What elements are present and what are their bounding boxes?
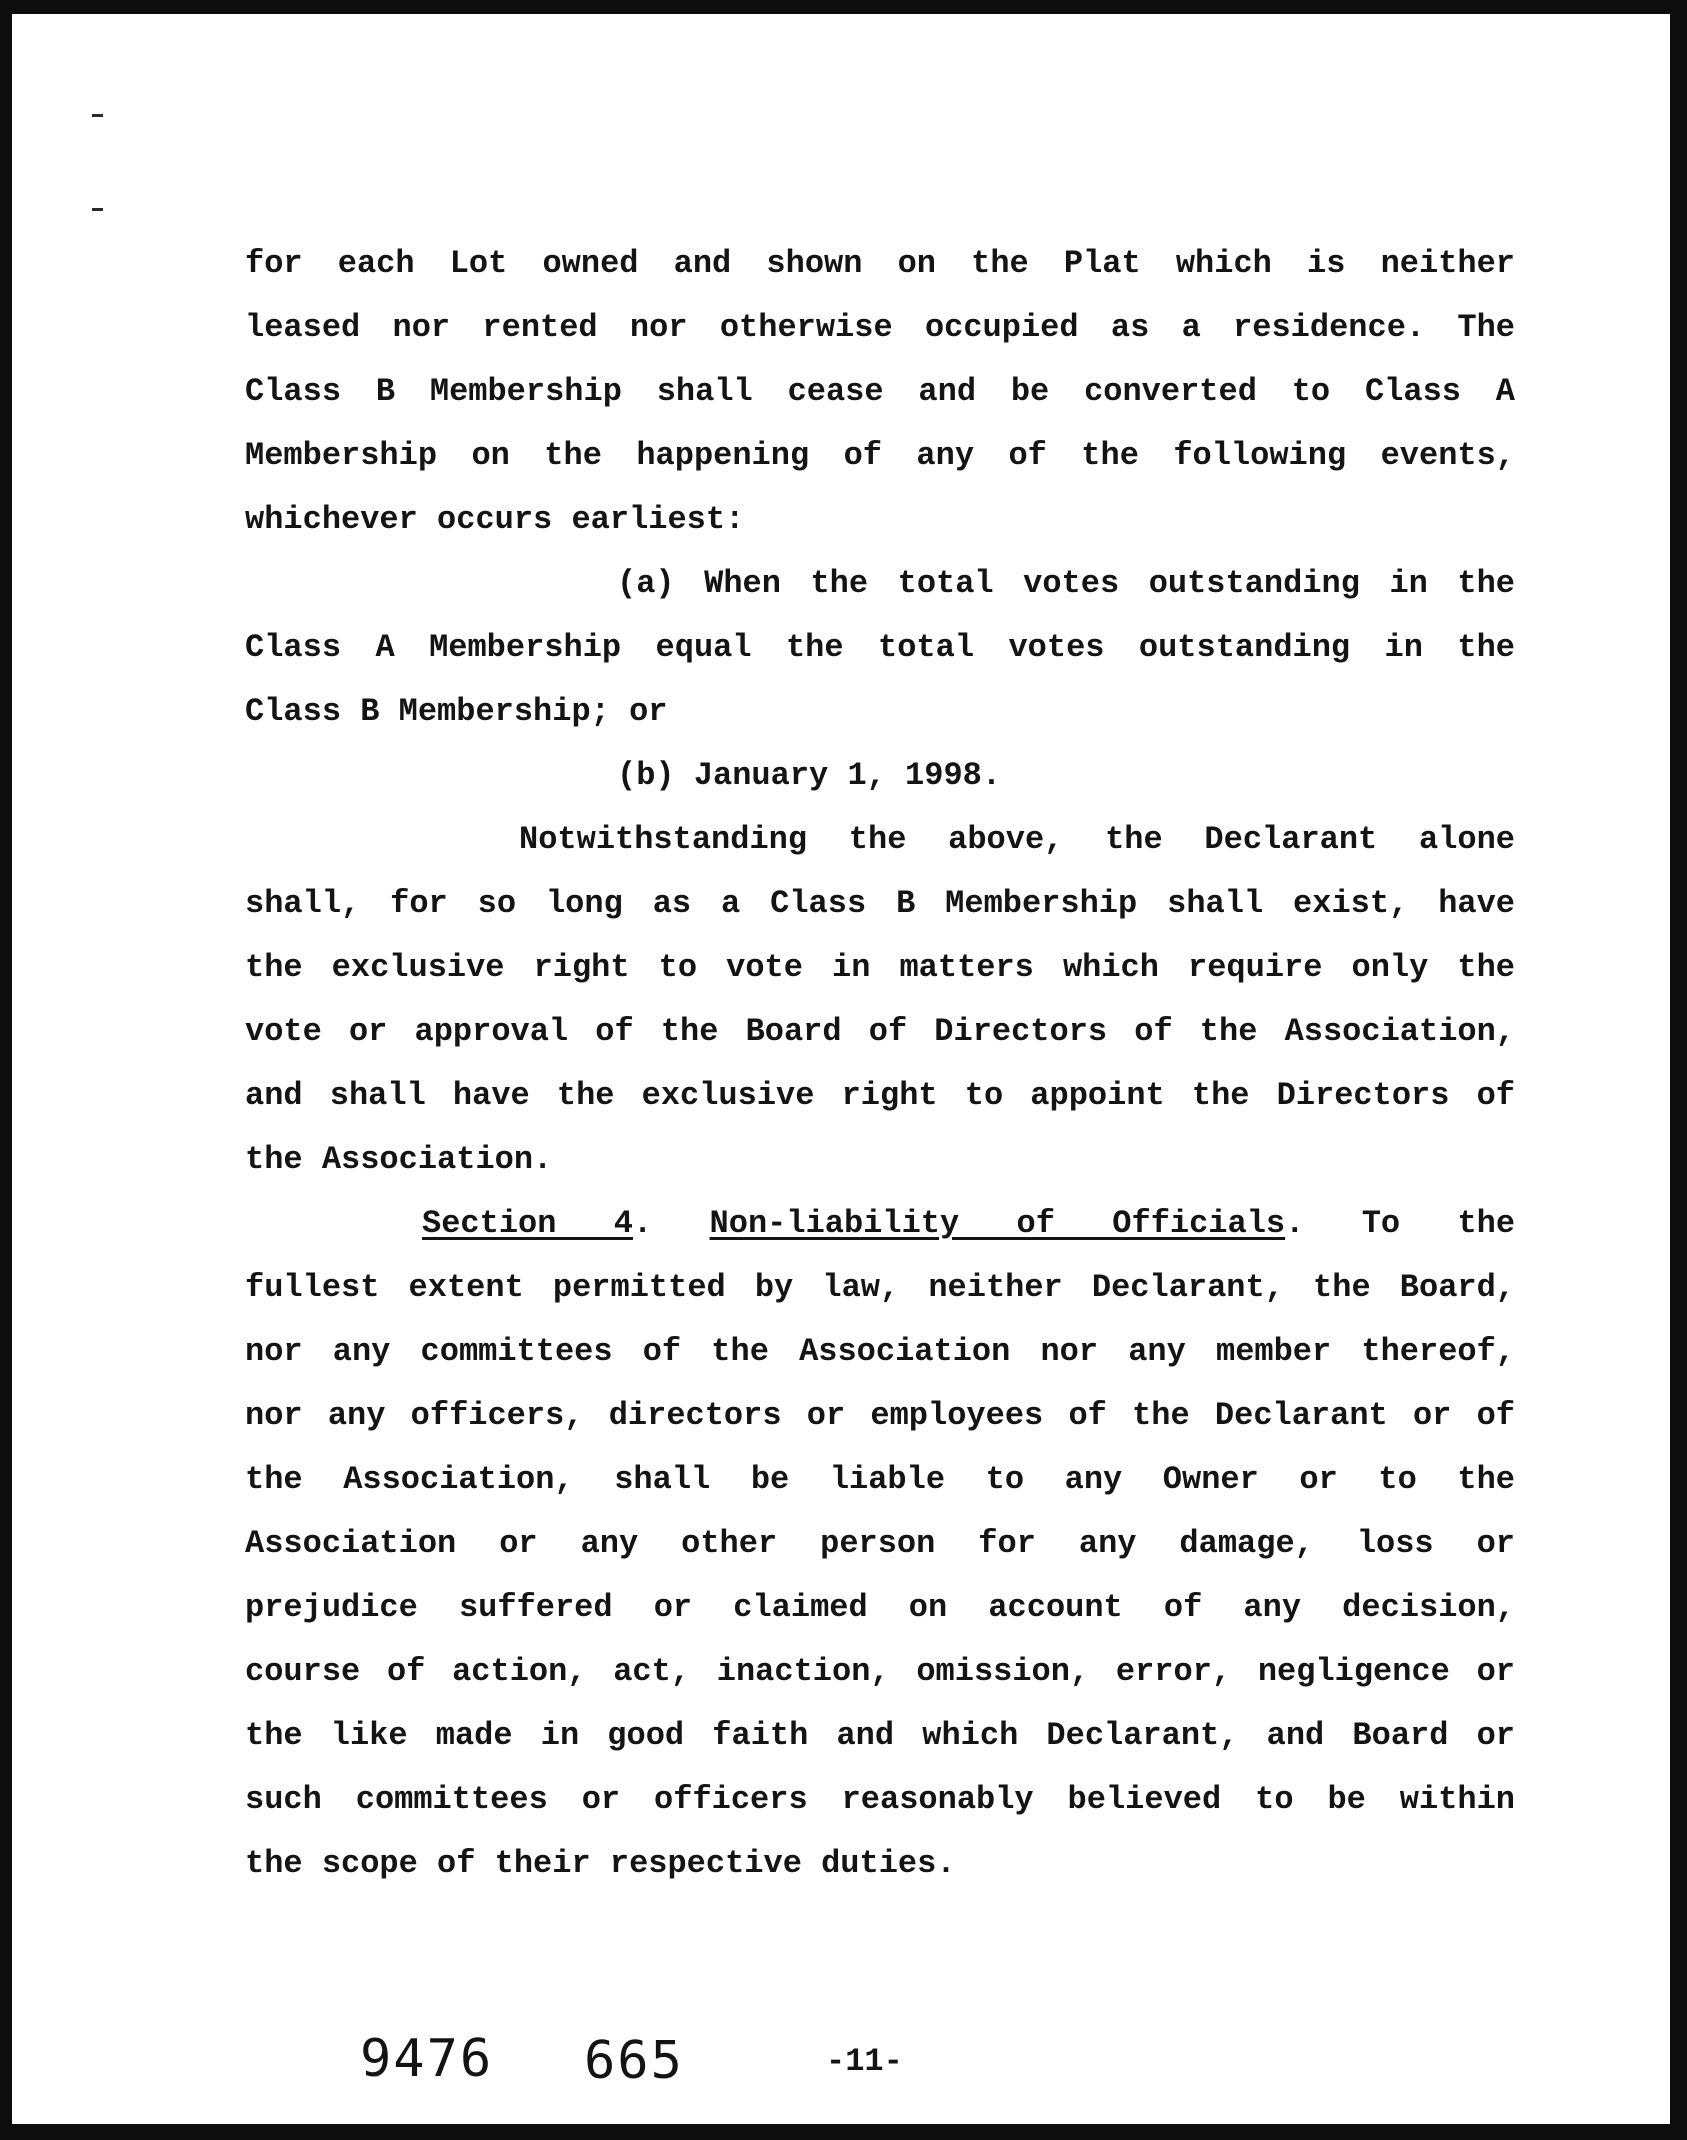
text-line: nor any committees of the Association nor any member thereof, [245,1333,1515,1370]
text-line: whichever occurs earliest: [245,501,745,538]
document-page [12,14,1670,2124]
scan-mark [92,114,103,117]
text-line: the scope of their respective duties. [245,1845,956,1882]
text-line: such committees or officers reasonably believed to be within [245,1781,1515,1818]
paragraph-first-line: Notwithstanding the above, the Declarant alone [519,821,1515,858]
text-line: course of action, act, inaction, omission, error, negligence or [245,1653,1515,1690]
recording-page-number: 665 [584,2031,684,2091]
text-line: Class B Membership; or [245,693,668,730]
document-body [245,232,1515,1896]
book-number: 9476 [360,2029,494,2089]
text-line: Class A Membership equal the total votes outstanding in the [245,629,1515,666]
section-lead: To the [1361,1205,1516,1242]
text-line: for each Lot owned and shown on the Plat which is neither [245,245,1515,282]
section-title: Non-liability of Officials [709,1205,1286,1242]
text-line: nor any officers, directors or employees of the Declarant or of [245,1397,1515,1434]
text-line: fullest extent permitted by law, neither Declarant, the Board, [245,1269,1515,1306]
text-line: the Association. [245,1141,553,1178]
text-line: and shall have the exclusive right to appoint the Directors of [245,1077,1515,1114]
item-b-line: (b) January 1, 1998. [617,757,1002,794]
text-line: shall, for so long as a Class B Membership shall exist, have [245,885,1515,922]
text-line: the like made in good faith and which Declarant, and Board or [245,1717,1515,1754]
text-line: the Association, shall be liable to any Owner or to the [245,1461,1515,1498]
scan-mark [92,208,103,211]
text-line: Membership on the happening of any of the following events, [245,437,1515,474]
section-heading-line: Section 4. Non-liability of Officials. To the [422,1205,1516,1242]
text-line: prejudice suffered or claimed on account of any decision, [245,1589,1515,1626]
text-line: Association or any other person for any damage, loss or [245,1525,1515,1562]
text-line: Class B Membership shall cease and be converted to Class A [245,373,1515,410]
section-label: Section 4 [422,1205,633,1242]
item-a-line: (a) When the total votes outstanding in the [617,565,1515,602]
text-line: the exclusive right to vote in matters which require only the [245,949,1515,986]
text-line: leased nor rented nor otherwise occupied as a residence. The [245,309,1515,346]
document-page-number: -11- [826,2043,903,2080]
text-line: vote or approval of the Board of Directors of the Association, [245,1013,1515,1050]
page-footer [12,2029,1670,2099]
